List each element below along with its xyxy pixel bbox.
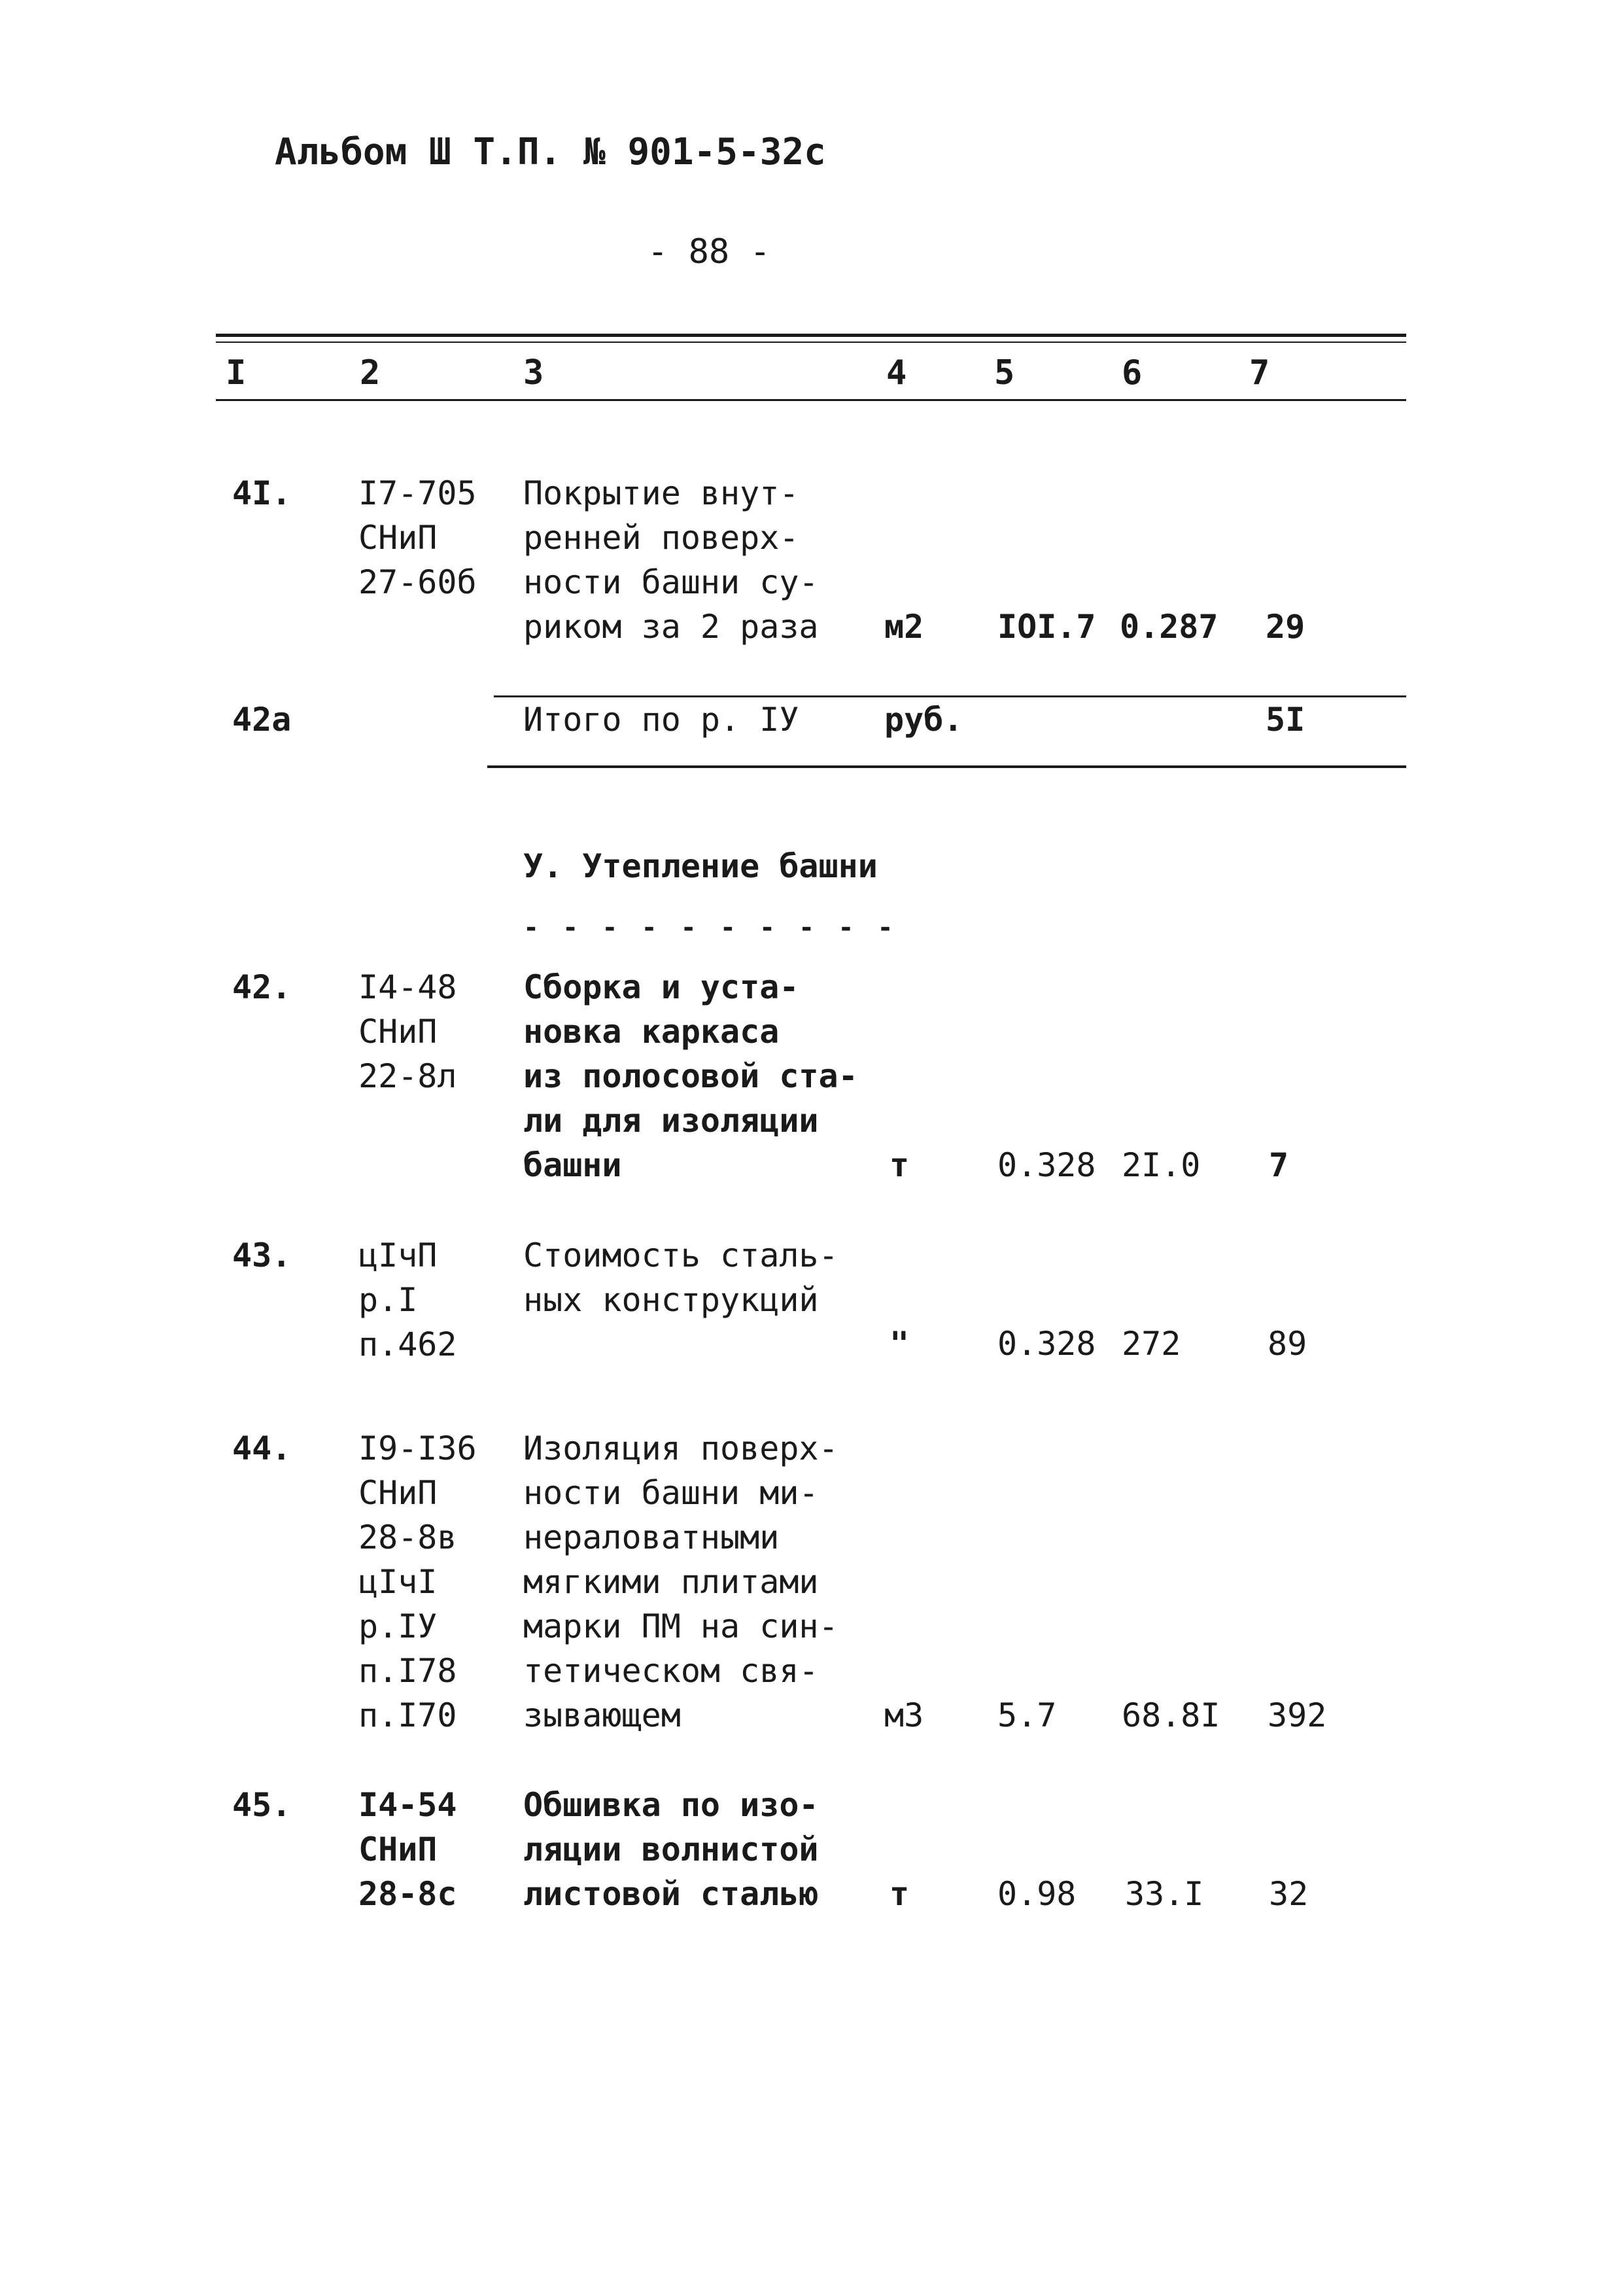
row-code: I4-48 СНиП 22-8л — [358, 968, 457, 1095]
row-number: 43. — [232, 1236, 292, 1274]
col-header-7: 7 — [1249, 353, 1270, 393]
top-rule-2 — [216, 342, 1406, 343]
row-quantity: 0.98 — [997, 1875, 1077, 1913]
row-number: 45. — [232, 1786, 292, 1824]
row-price: 33.I — [1125, 1875, 1204, 1913]
row-quantity: 0.328 — [997, 1325, 1096, 1363]
row-total: 5I — [1266, 701, 1305, 739]
row-price: 68.8I — [1122, 1696, 1220, 1734]
col-header-1: I — [226, 353, 247, 393]
row-code: I7-705 СНиП 27-60б — [358, 474, 477, 601]
album-header: Альбом Ш Т.П. № 901-5-32с — [275, 131, 826, 173]
row-unit: т — [890, 1875, 910, 1913]
col-header-2: 2 — [360, 353, 381, 393]
row-quantity: IOI.7 — [997, 608, 1096, 646]
section-title: У. Утепление башни — [523, 847, 878, 885]
row-total: 392 — [1268, 1696, 1327, 1734]
row-code: цIчП р.I п.462 — [358, 1236, 457, 1363]
row-description: Обшивка по изо- ляции волнистой листовой сталью — [523, 1786, 819, 1913]
row-price: 2I.0 — [1122, 1146, 1201, 1184]
col-header-3: 3 — [523, 353, 544, 393]
row-quantity: 5.7 — [997, 1696, 1057, 1734]
row-unit: м3 — [884, 1696, 924, 1734]
row-code: I9-I36 СНиП 28-8в цIчI р.IУ п.I78 п.I70 — [358, 1429, 477, 1734]
row-code: I4-54 СНиП 28-8с — [358, 1786, 457, 1913]
col-header-6: 6 — [1122, 353, 1143, 393]
row-total: 29 — [1266, 608, 1305, 646]
row-description: Стоимость сталь- ных конструкций — [523, 1236, 838, 1319]
row-unit: руб. — [884, 701, 963, 739]
page-number: - 88 - — [648, 232, 770, 272]
col-header-4: 4 — [886, 353, 907, 393]
row-price: 0.287 — [1120, 608, 1218, 646]
row-unit: " — [890, 1325, 910, 1363]
row-total: 89 — [1268, 1325, 1307, 1363]
top-rule-1 — [216, 334, 1406, 337]
row-price: 272 — [1122, 1325, 1181, 1363]
row-number: 42а — [232, 701, 292, 739]
row-number: 44. — [232, 1429, 292, 1467]
row-unit: м2 — [884, 608, 924, 646]
row-quantity: 0.328 — [997, 1146, 1096, 1184]
col-header-5: 5 — [994, 353, 1015, 393]
row-total: 32 — [1269, 1875, 1309, 1913]
row-description: Итого по р. IУ — [523, 701, 799, 739]
row-description: Покрытие внут- ренней поверх- ности башни су- риком за 2 раза — [523, 474, 819, 646]
row-description: Изоляция поверх- ности башни ми- нераловатными мягкими плитами марки ПМ на син- тетическом свя- зывающем — [523, 1429, 838, 1734]
row-unit: т — [890, 1146, 910, 1184]
header-rule — [216, 399, 1406, 401]
row-number: 42. — [232, 968, 292, 1006]
row-description: Сборка и уста- новка каркаса из полосовой ста- ли для изоляции башни — [523, 968, 858, 1184]
row-number: 4I. — [232, 474, 292, 512]
section-underline: - - - - - - - - - - — [523, 913, 897, 943]
subtotal-rule-bottom — [487, 765, 1406, 768]
row-total: 7 — [1269, 1146, 1289, 1184]
